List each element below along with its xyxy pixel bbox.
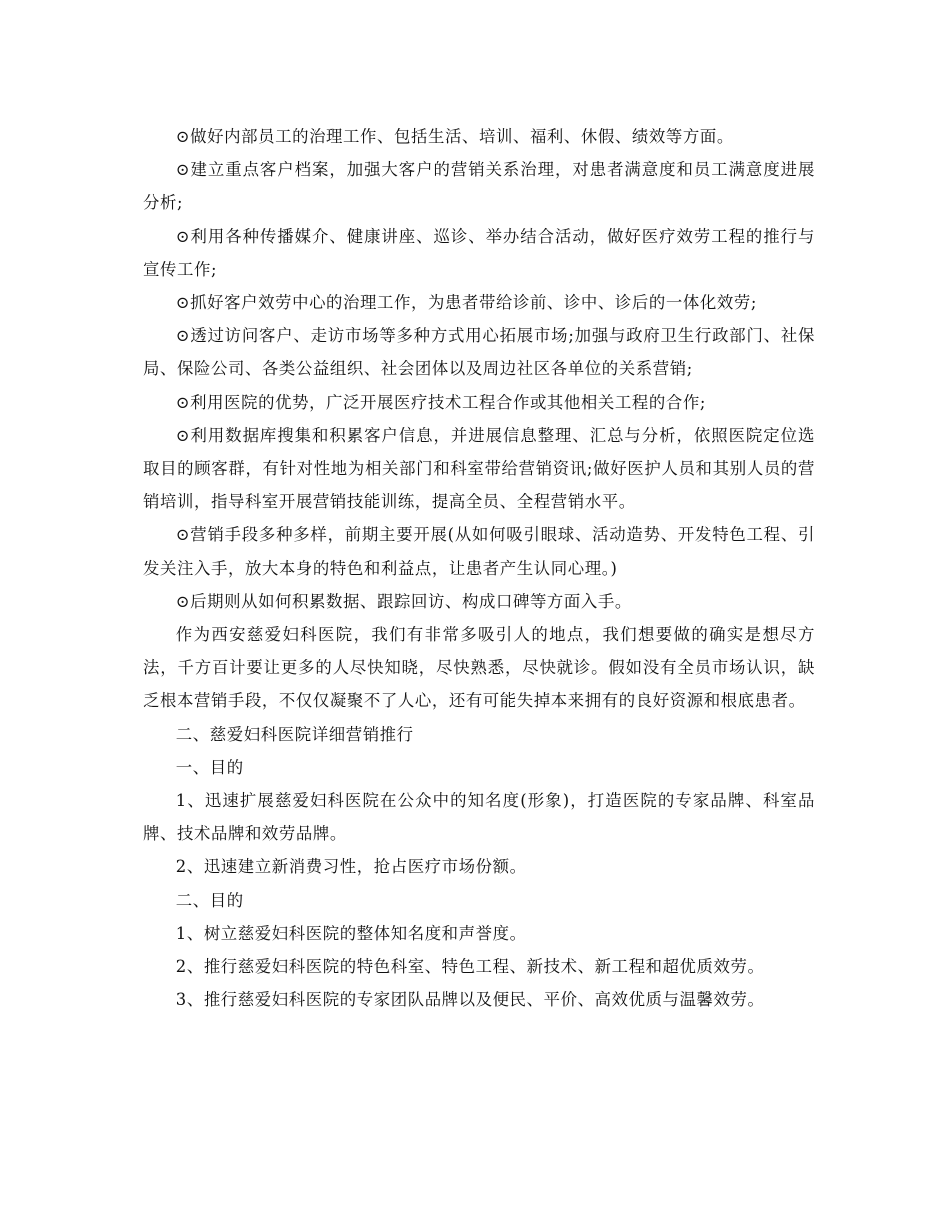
paragraph: ⊙建立重点客户档案，加强大客户的营销关系治理，对患者满意度和员工满意度进展分析; bbox=[143, 160, 815, 213]
subsection-heading: 二、目的 bbox=[175, 890, 244, 910]
paragraph: ⊙利用各种传播媒介、健康讲座、巡诊、举办结合活动，做好医疗效劳工程的推行与宣传工作; bbox=[143, 226, 815, 279]
paragraph: ⊙利用医院的优势，广泛开展医疗技术工程合作或其他相关工程的合作; bbox=[175, 392, 706, 412]
paragraph: 作为西安慈爱妇科医院，我们有非常多吸引人的地点，我们想要做的确实是想尽方法，千方百计要让更多的人尽快知晓，尽快熟悉，尽快就诊。假如没有全员市场认识，缺乏根本营销手段，不仅仅凝聚不了人心，还有可能失掉本来拥有的良好资源和根底患者。 bbox=[143, 625, 815, 711]
paragraph: ⊙做好内部员工的治理工作、包括生活、培训、福利、休假、绩效等方面。 bbox=[175, 127, 734, 146]
list-item: 1、树立慈爱妇科医院的整体知名度和声誉度。 bbox=[175, 923, 527, 943]
paragraph: ⊙后期则从如何积累数据、跟踪回访、构成口碑等方面入手。 bbox=[175, 591, 632, 611]
list-item: 3、推行慈爱妇科医院的专家团队品牌以及便民、平价、高效优质与温馨效劳。 bbox=[175, 990, 765, 1010]
paragraph: ⊙透过访问客户、走访市场等多种方式用心拓展市场;加强与政府卫生行政部门、社保局、保险公司、各类公益组织、社会团体以及周边社区各单位的关系营销; bbox=[143, 326, 815, 379]
paragraph: ⊙营销手段多种多样，前期主要开展(从如何吸引眼球、活动造势、开发特色工程、引发关注入手，放大本身的特色和利益点，让患者产生认同心理。) bbox=[143, 525, 815, 578]
paragraph: ⊙抓好客户效劳中心的治理工作，为患者带给诊前、诊中、诊后的一体化效劳; bbox=[175, 293, 757, 313]
list-item: 2、迅速建立新消费习性，抢占医疗市场份额。 bbox=[175, 857, 527, 877]
list-item: 1、迅速扩展慈爱妇科医院在公众中的知名度(形象)，打造医院的专家品牌、科室品牌、技术品牌和效劳品牌。 bbox=[143, 791, 815, 844]
list-item: 2、推行慈爱妇科医院的特色科室、特色工程、新技术、新工程和超优质效劳。 bbox=[175, 957, 765, 977]
paragraph: ⊙利用数据库搜集和积累客户信息，并进展信息整理、汇总与分析，依照医院定位选取目的顾客群，有针对性地为相关部门和科室带给营销资讯;做好医护人员和其别人员的营销培训，指导科室开展营销技能训练，提高全员、全程营销水平。 bbox=[143, 425, 815, 512]
subsection-heading: 一、目的 bbox=[175, 757, 244, 777]
document-body bbox=[143, 120, 815, 1016]
section-heading: 二、慈爱妇科医院详细营销推行 bbox=[175, 724, 414, 744]
